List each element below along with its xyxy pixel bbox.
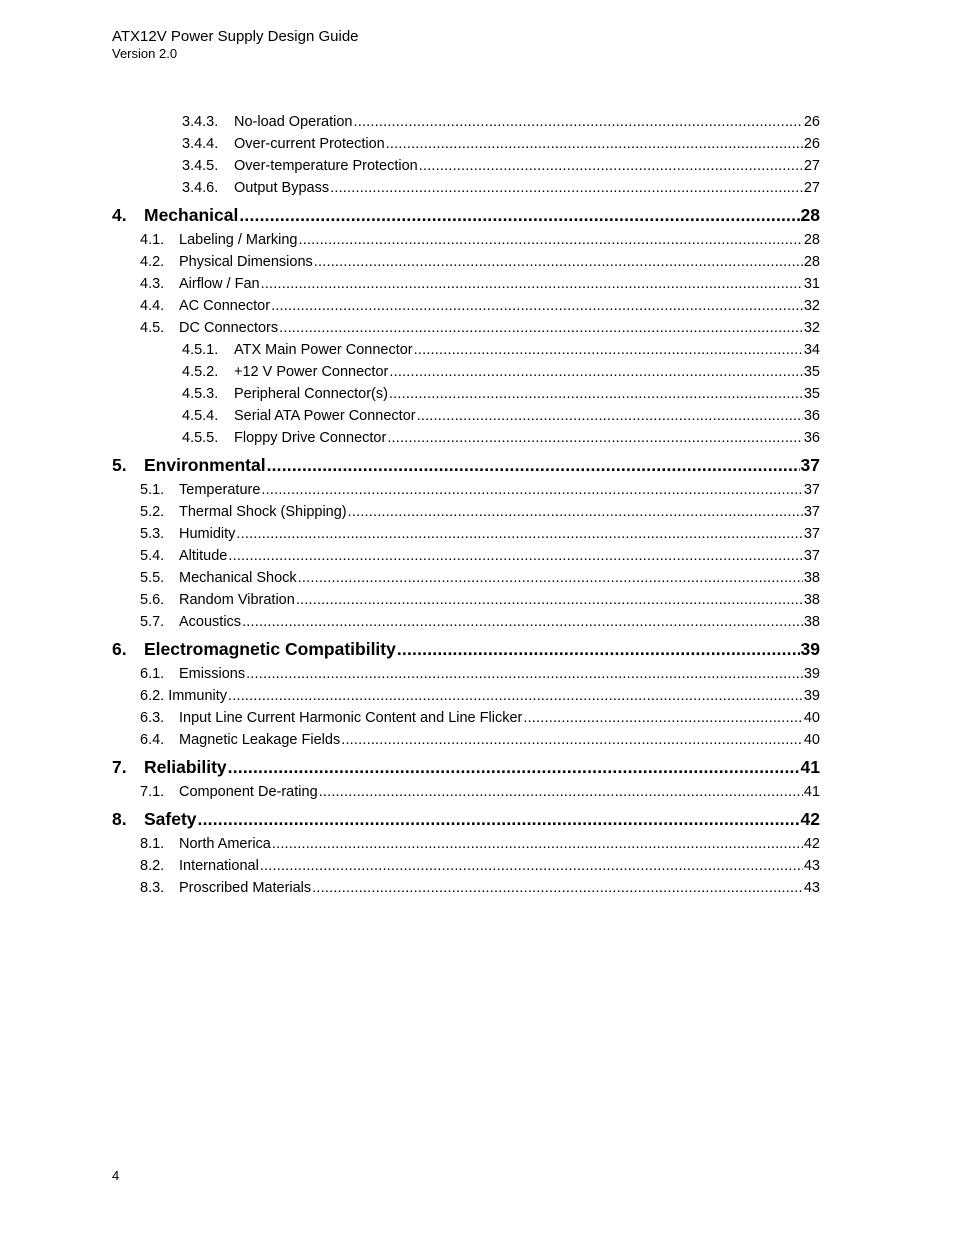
toc-leader-dots [348, 501, 803, 523]
toc-entry-page: 40 [803, 710, 820, 726]
toc-entry-number: 4. [112, 205, 127, 225]
toc-entry[interactable] [112, 567, 820, 589]
toc-entry[interactable] [112, 273, 820, 295]
toc-entry[interactable] [112, 855, 820, 877]
toc-entry[interactable] [112, 361, 820, 383]
toc-entry-label: Output Bypass [234, 180, 330, 196]
toc-leader-dots [397, 635, 800, 663]
toc-leader-dots [419, 155, 803, 177]
toc-entry-number: 3.4.4. [182, 136, 219, 152]
toc-entry-page: 36 [803, 430, 820, 446]
toc-entry-page: 43 [803, 880, 820, 896]
toc-entry-number: 5.3. [140, 526, 165, 542]
toc-entry[interactable] [112, 707, 820, 729]
toc-entry-page: 27 [803, 180, 820, 196]
toc-leader-dots [319, 781, 803, 803]
toc-entry-label: No-load Operation [234, 114, 353, 130]
toc-entry-page: 38 [803, 592, 820, 608]
toc-entry[interactable] [112, 501, 820, 523]
toc-entry-page: 39 [803, 688, 820, 704]
toc-entry-page: 37 [803, 504, 820, 520]
toc-entry-page: 39 [800, 639, 820, 659]
toc-entry-number: 7.1. [140, 784, 165, 800]
toc-entry-number: 5.1. [140, 482, 165, 498]
toc-entry-number: 4.3. [140, 276, 165, 292]
toc-entry-number: 3.4.3. [182, 114, 219, 130]
toc-leader-dots [330, 177, 803, 199]
toc-entry[interactable] [112, 635, 820, 663]
toc-entry[interactable] [112, 133, 820, 155]
toc-entry[interactable] [112, 251, 820, 273]
toc-entry[interactable] [112, 295, 820, 317]
toc-entry-label: Humidity [179, 526, 236, 542]
toc-entry-label: DC Connectors [179, 320, 279, 336]
toc-entry-label: Safety [144, 809, 197, 829]
toc-entry-number: 5.6. [140, 592, 165, 608]
toc-entry-page: 37 [803, 482, 820, 498]
toc-entry-number: 5.7. [140, 614, 165, 630]
toc-entry-number: 6.3. [140, 710, 165, 726]
toc-entry-page: 41 [803, 784, 820, 800]
toc-leader-dots [389, 383, 803, 405]
toc-entry-number: 4.5.3. [182, 386, 219, 402]
toc-entry-page: 28 [800, 205, 820, 225]
toc-entry-label: Mechanical Shock [179, 570, 297, 586]
toc-leader-dots [261, 479, 802, 501]
toc-entry[interactable] [112, 685, 820, 707]
toc-entry-label: Input Line Current Harmonic Content and Line Flicker [179, 710, 523, 726]
toc-entry-label: Over-current Protection [234, 136, 385, 152]
toc-entry[interactable] [112, 479, 820, 501]
toc-entry-number: 6. [112, 639, 127, 659]
toc-entry-label: Magnetic Leakage Fields [179, 732, 341, 748]
toc-leader-dots [414, 339, 803, 361]
page-header [112, 27, 359, 62]
toc-entry-number: 8. [112, 809, 127, 829]
toc-entry-page: 42 [800, 809, 820, 829]
toc-entry[interactable] [112, 451, 820, 479]
toc-leader-dots [271, 295, 803, 317]
toc-entry-number: 4.5.5. [182, 430, 219, 446]
toc-entry-number: 6.4. [140, 732, 165, 748]
toc-entry[interactable] [112, 177, 820, 199]
table-of-contents [112, 111, 820, 899]
toc-entry-label: International [179, 858, 259, 874]
toc-leader-dots [386, 133, 803, 155]
toc-leader-dots [299, 229, 803, 251]
toc-entry[interactable] [112, 523, 820, 545]
toc-entry-page: 37 [803, 526, 820, 542]
toc-entry-label: Proscribed Materials [179, 880, 312, 896]
toc-leader-dots [261, 273, 803, 295]
toc-leader-dots [314, 251, 803, 273]
toc-entry-number: 8.1. [140, 836, 165, 852]
toc-entry[interactable] [112, 729, 820, 751]
toc-entry-page: 35 [803, 364, 820, 380]
toc-entry-number: 8.2. [140, 858, 165, 874]
toc-leader-dots [523, 707, 803, 729]
toc-entry[interactable] [112, 339, 820, 361]
toc-entry-number: 5.4. [140, 548, 165, 564]
toc-entry-label: Random Vibration [179, 592, 295, 608]
toc-entry-number: 4.5. [140, 320, 165, 336]
toc-entry[interactable] [112, 589, 820, 611]
toc-entry[interactable] [112, 155, 820, 177]
toc-leader-dots [389, 361, 803, 383]
toc-entry-page: 38 [803, 614, 820, 630]
toc-entry[interactable] [112, 833, 820, 855]
toc-entry-page: 28 [803, 232, 820, 248]
toc-entry-number: 4.4. [140, 298, 165, 314]
toc-leader-dots [198, 805, 800, 833]
toc-entry-page: 31 [803, 276, 820, 292]
toc-entry[interactable] [112, 545, 820, 567]
toc-leader-dots [242, 611, 803, 633]
page-number: 4 [112, 1168, 120, 1183]
toc-leader-dots [260, 855, 803, 877]
toc-entry-number: 4.5.1. [182, 342, 219, 358]
toc-entry-number: 3.4.6. [182, 180, 219, 196]
toc-leader-dots [296, 589, 803, 611]
toc-entry-number: 7. [112, 757, 127, 777]
toc-entry-number: 3.4.5. [182, 158, 219, 174]
toc-entry-page: 36 [803, 408, 820, 424]
toc-leader-dots [312, 877, 803, 899]
toc-entry-label: AC Connector [179, 298, 271, 314]
toc-entry-number: 6.2. [140, 688, 165, 704]
toc-entry-label: Labeling / Marking [179, 232, 298, 248]
toc-entry-label: Over-temperature Protection [234, 158, 418, 174]
toc-entry-page: 32 [803, 320, 820, 336]
toc-entry[interactable] [112, 611, 820, 633]
toc-entry-page: 40 [803, 732, 820, 748]
toc-entry-page: 26 [803, 136, 820, 152]
toc-entry-label: Electromagnetic Compatibility [144, 639, 396, 659]
document-title: ATX12V Power Supply Design Guide [112, 28, 359, 45]
toc-leader-dots [354, 111, 803, 133]
toc-entry-number: 5. [112, 455, 127, 475]
toc-entry[interactable] [112, 111, 820, 133]
toc-entry-label: ATX Main Power Connector [234, 342, 413, 358]
document-version: Version 2.0 [112, 46, 178, 61]
toc-entry-page: 37 [803, 548, 820, 564]
toc-leader-dots [341, 729, 803, 751]
toc-entry-page: 41 [800, 757, 820, 777]
toc-entry-label: Thermal Shock (Shipping) [179, 504, 347, 520]
toc-entry-number: 4.1. [140, 232, 165, 248]
toc-entry-page: 34 [803, 342, 820, 358]
toc-entry-label: Reliability [144, 757, 227, 777]
toc-leader-dots [228, 685, 803, 707]
toc-entry[interactable] [112, 383, 820, 405]
toc-leader-dots [228, 753, 800, 781]
toc-entry-label: Environmental [144, 455, 266, 475]
toc-entry[interactable] [112, 317, 820, 339]
toc-leader-dots [298, 567, 803, 589]
toc-entry-label: Emissions [179, 666, 246, 682]
toc-entry-label: Physical Dimensions [179, 254, 313, 270]
toc-entry-number: 4.5.4. [182, 408, 219, 424]
toc-entry-label: Acoustics [179, 614, 242, 630]
toc-leader-dots [272, 833, 803, 855]
toc-entry-page: 39 [803, 666, 820, 682]
toc-entry[interactable] [112, 805, 820, 833]
toc-leader-dots [267, 451, 800, 479]
toc-entry[interactable] [112, 877, 820, 899]
toc-leader-dots [228, 545, 802, 567]
toc-entry-page: 26 [803, 114, 820, 130]
toc-entry-page: 35 [803, 386, 820, 402]
toc-leader-dots [239, 201, 799, 229]
toc-entry-number: 4.5.2. [182, 364, 219, 380]
toc-entry-label: +12 V Power Connector [234, 364, 389, 380]
toc-entry-label: Immunity [168, 688, 228, 704]
toc-entry-label: Peripheral Connector(s) [234, 386, 388, 402]
toc-entry-number: 5.2. [140, 504, 165, 520]
toc-entry-page: 28 [803, 254, 820, 270]
toc-leader-dots [236, 523, 802, 545]
toc-entry-page: 37 [800, 455, 820, 475]
toc-entry-page: 27 [803, 158, 820, 174]
toc-entry-label: Temperature [179, 482, 261, 498]
toc-entry-label: Airflow / Fan [179, 276, 260, 292]
toc-entry[interactable] [112, 781, 820, 803]
toc-leader-dots [279, 317, 803, 339]
toc-leader-dots [417, 405, 803, 427]
toc-entry-page: 38 [803, 570, 820, 586]
toc-entry-number: 5.5. [140, 570, 165, 586]
toc-leader-dots [387, 427, 803, 449]
toc-entry-number: 6.1. [140, 666, 165, 682]
toc-entry-number: 8.3. [140, 880, 165, 896]
toc-entry-page: 42 [803, 836, 820, 852]
toc-entry[interactable] [112, 201, 820, 229]
toc-entry[interactable] [112, 427, 820, 449]
toc-entry-label: Component De-rating [179, 784, 318, 800]
toc-entry[interactable] [112, 753, 820, 781]
toc-entry[interactable] [112, 663, 820, 685]
toc-leader-dots [246, 663, 803, 685]
toc-entry[interactable] [112, 229, 820, 251]
toc-entry-page: 32 [803, 298, 820, 314]
toc-entry-label: North America [179, 836, 271, 852]
toc-entry[interactable] [112, 405, 820, 427]
toc-entry-label: Floppy Drive Connector [234, 430, 387, 446]
toc-entry-label: Mechanical [144, 205, 239, 225]
toc-entry-label: Serial ATA Power Connector [234, 408, 416, 424]
toc-entry-page: 43 [803, 858, 820, 874]
toc-entry-number: 4.2. [140, 254, 165, 270]
toc-entry-label: Altitude [179, 548, 228, 564]
